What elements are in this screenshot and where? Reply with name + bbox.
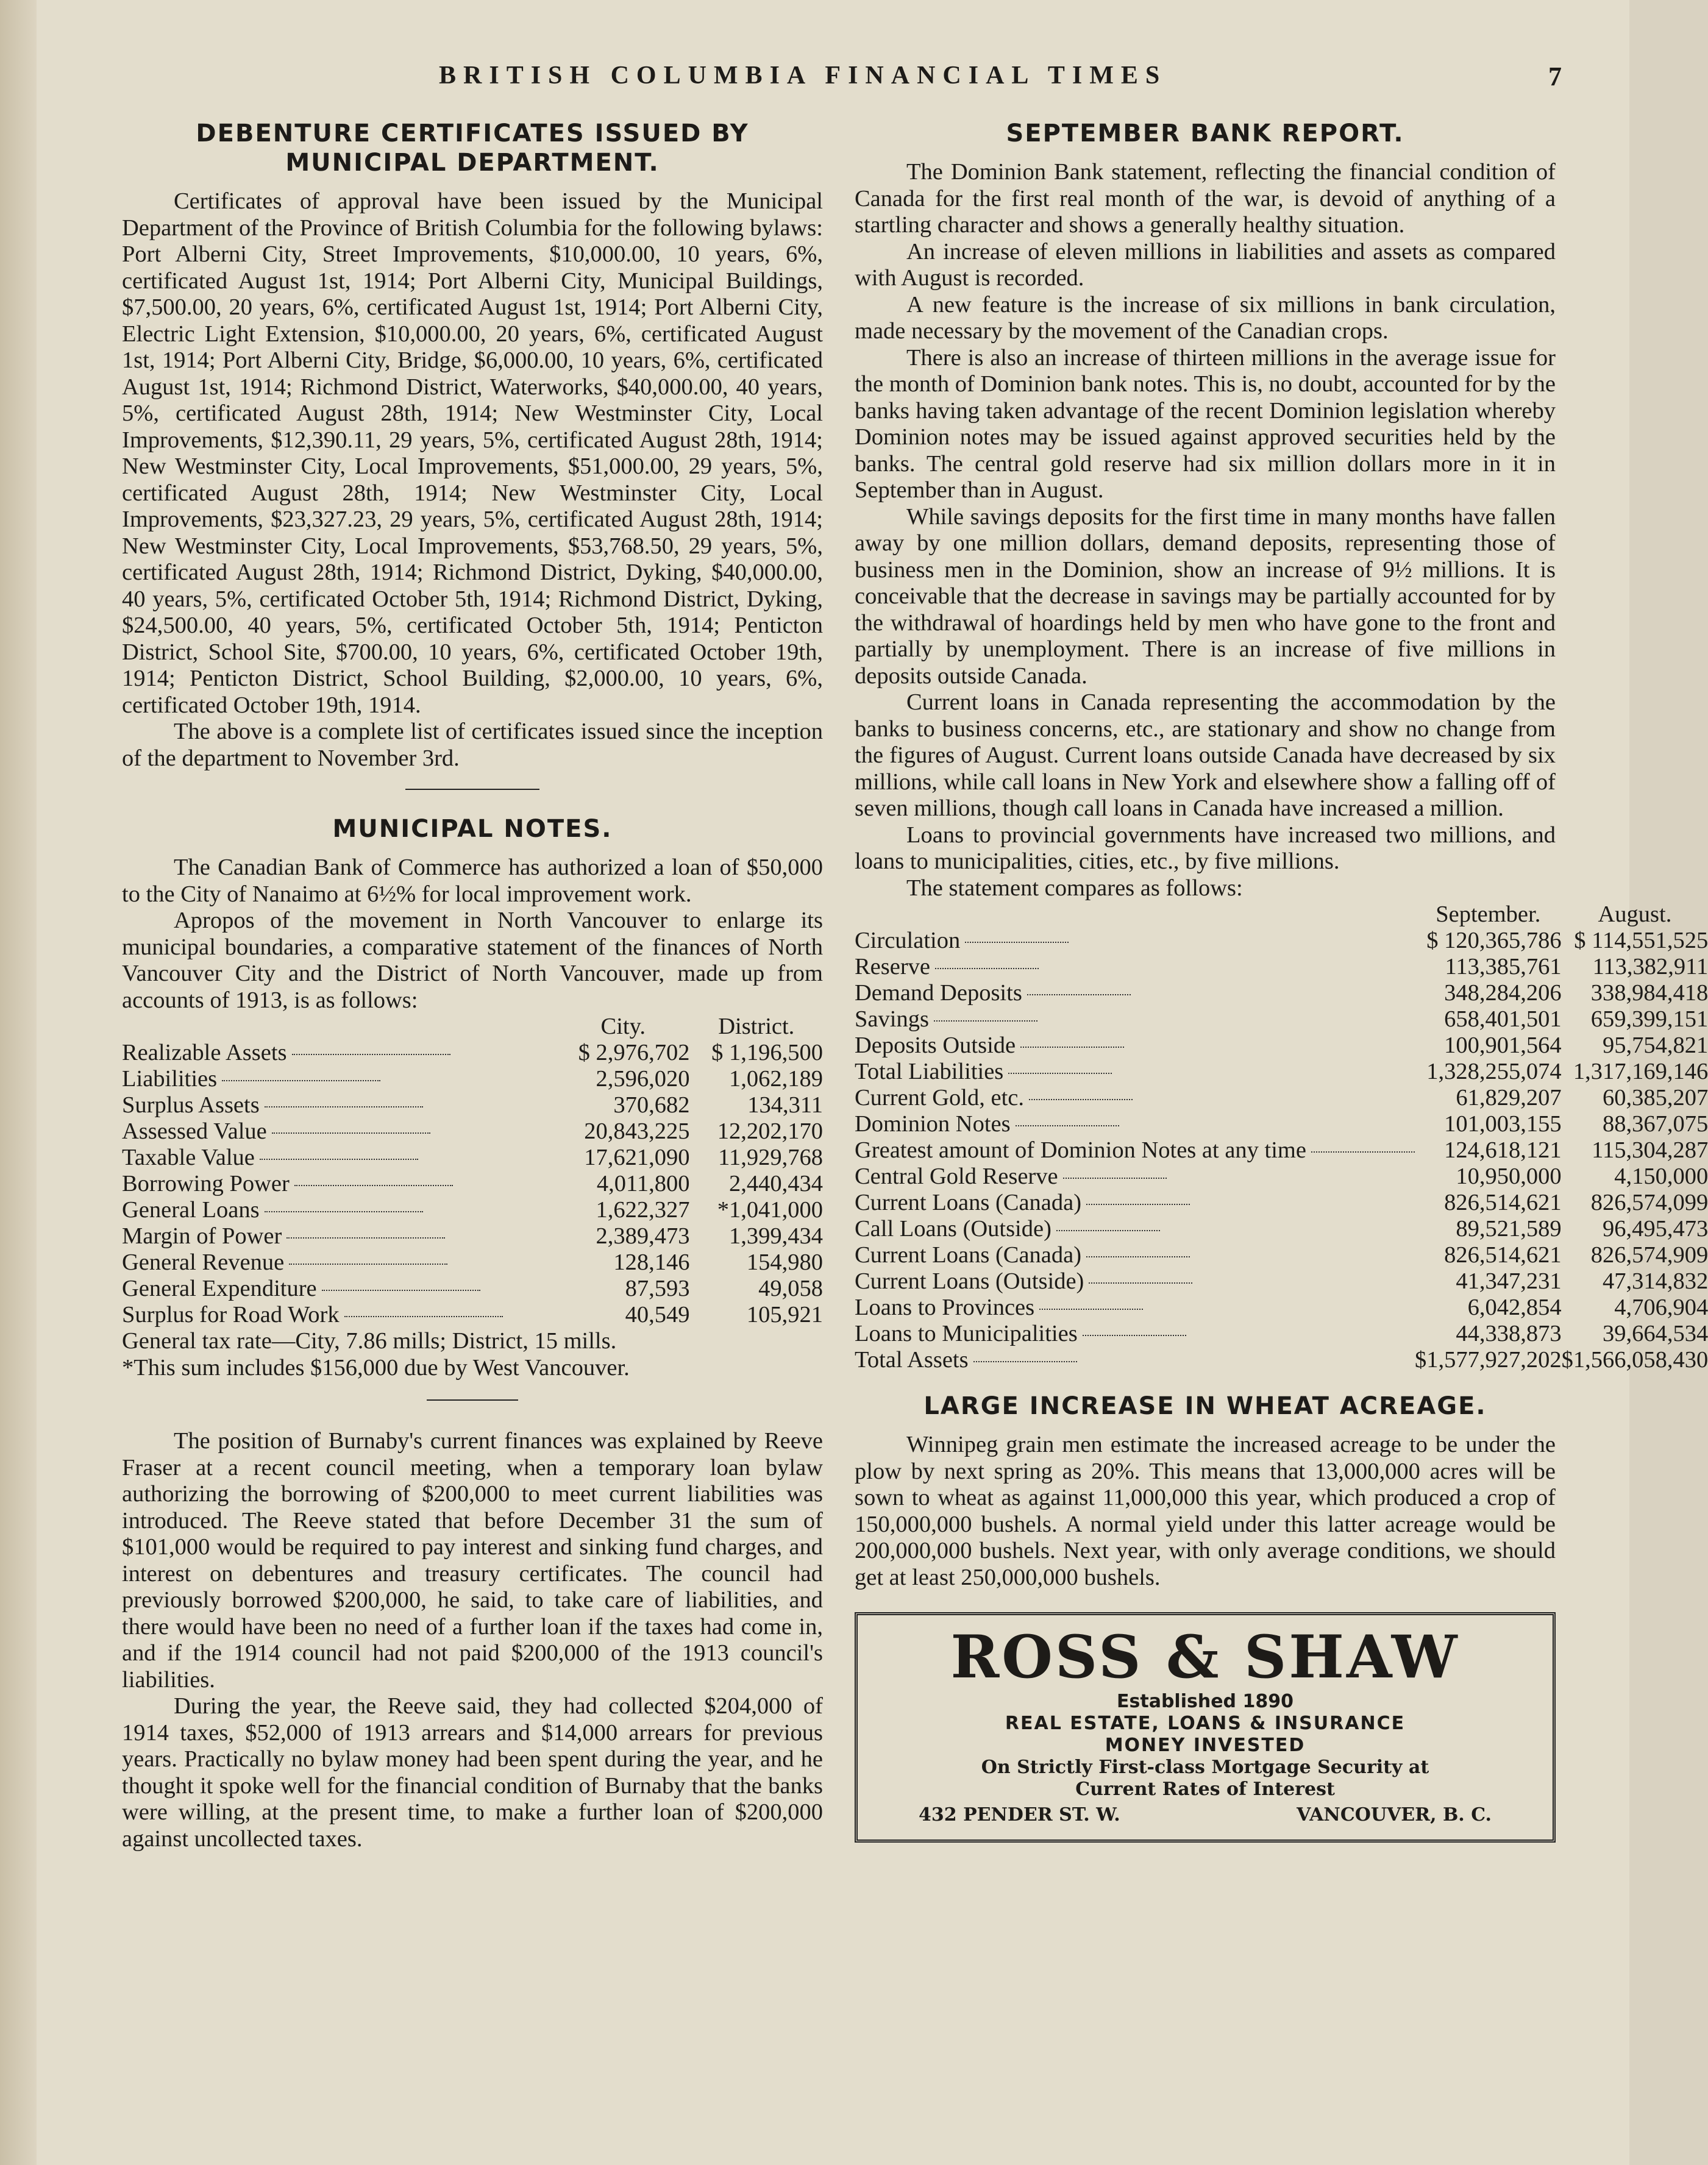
table-row	[855, 1347, 1708, 1373]
table-row	[855, 1268, 1708, 1295]
running-title: BRITISH COLUMBIA FINANCIAL TIMES	[439, 62, 1167, 90]
row-value-district: $ 1,196,500	[711, 1040, 823, 1065]
table-row	[855, 1190, 1708, 1216]
row-value-aug: 826,574,909	[1590, 1242, 1708, 1268]
row-value-sep: 89,521,589	[1456, 1216, 1562, 1242]
burnaby-paragraph: The position of Burnaby's current finances was explained by Reeve Fraser at a recent council meeting, when a temporary loan bylaw authorizing the borrowing of $200,000 to meet current liabilities was introduced. The Reeve stated that before December 31 the sum of $101,000 would be required to pay interest and sinking fund charges, and interest on debentures and treasury certificates. The council had previously borrowed $200,000, he said, to take care of liabilities, and there would have been no need of a further loan if the taxes had come in, and if the 1914 council had not paid $200,000 of the 1913 council's liabilities.	[122, 1428, 823, 1693]
row-value-city: 1,622,327	[596, 1197, 690, 1223]
table-row	[122, 1171, 823, 1197]
table-row	[855, 980, 1708, 1006]
row-label: Savings	[855, 1006, 929, 1032]
row-label: General Expenditure	[122, 1276, 317, 1301]
row-value-sep: $1,577,927,202	[1414, 1347, 1562, 1373]
table-row	[122, 1040, 823, 1066]
table-row	[855, 1033, 1708, 1059]
row-value-aug: 96,495,473	[1602, 1216, 1708, 1242]
row-value-district: 134,311	[747, 1092, 823, 1118]
row-value-aug: 39,664,534	[1602, 1321, 1708, 1346]
advert-terms: On Strictly First-class Mortgage Security at	[981, 1757, 1429, 1778]
row-label: Deposits Outside	[855, 1033, 1016, 1058]
dot-leader	[265, 1106, 423, 1107]
advert-company-name: ROSS & SHAW	[950, 1623, 1460, 1691]
dot-leader	[322, 1290, 480, 1291]
row-label: Total Liabilities	[855, 1059, 1004, 1084]
dot-leader	[1027, 994, 1131, 995]
table-header-row	[855, 901, 1708, 928]
row-value-district: 154,980	[746, 1250, 823, 1275]
row-label: Taxable Value	[122, 1145, 255, 1170]
column-header-district: District.	[718, 1014, 795, 1039]
dot-leader	[1083, 1335, 1186, 1336]
row-label: Greatest amount of Dominion Notes at any time	[855, 1137, 1306, 1163]
row-label: Assessed Value	[122, 1118, 267, 1144]
row-label: Loans to Provinces	[855, 1295, 1035, 1320]
bank-paragraph: Loans to provincial governments have increased two millions, and loans to municipalities, cities, etc., by five millions.	[855, 822, 1556, 874]
row-value-aug: 659,399,151	[1590, 1006, 1708, 1032]
north-vancouver-table	[122, 1014, 823, 1328]
row-value-sep: 41,347,231	[1456, 1268, 1562, 1294]
row-label: Surplus Assets	[122, 1092, 260, 1118]
dot-leader	[272, 1132, 430, 1134]
row-value-city: 2,596,020	[596, 1066, 690, 1092]
table-row	[122, 1066, 823, 1092]
row-value-district: 11,929,768	[718, 1145, 823, 1170]
table-row	[855, 1006, 1708, 1033]
row-label: Reserve	[855, 954, 930, 979]
comparison-intro: The statement compares as follows:	[906, 875, 1243, 901]
bank-paragraph: Current loans in Canada representing the accommodation by the banks to business concerns, etc., are stationary and show no change from the figures of August. Current loans outside Canada have decreased by six millions, while call loans in New York and elsewhere show a falling off of seven millions, though call loans in Canada have increased a million.	[855, 689, 1556, 821]
table-row	[855, 1059, 1708, 1085]
row-label: General Revenue	[122, 1250, 285, 1275]
table-row	[122, 1250, 823, 1276]
row-label: Demand Deposits	[855, 980, 1022, 1006]
table-row	[855, 1295, 1708, 1321]
table-row	[122, 1223, 823, 1250]
row-label: Liabilities	[122, 1066, 218, 1092]
row-value-district: 1,062,189	[729, 1066, 823, 1092]
municipal-heading: MUNICIPAL NOTES.	[332, 815, 613, 843]
dot-leader	[1039, 1309, 1143, 1310]
dot-leader	[1063, 1178, 1167, 1179]
table-row	[855, 954, 1708, 980]
row-label: General Loans	[122, 1197, 260, 1223]
row-value-sep: 658,401,501	[1444, 1006, 1562, 1032]
row-value-city: $ 2,976,702	[578, 1040, 690, 1065]
advert-established: Established 1890	[1117, 1691, 1293, 1712]
row-label: Realizable Assets	[122, 1040, 287, 1065]
row-value-district: 12,202,170	[717, 1118, 823, 1144]
table-row	[122, 1092, 823, 1118]
row-label: Margin of Power	[122, 1223, 282, 1249]
table-row	[855, 1164, 1708, 1190]
north-vancouver-paragraph: Apropos of the movement in North Vancouver to enlarge its municipal boundaries, a comparative statement of the finances of North Vancouver City and the District of North Vancouver, made up from accounts of 1913, is as follows:	[122, 908, 823, 1013]
row-value-sep: 10,950,000	[1456, 1164, 1562, 1189]
dot-leader	[265, 1211, 423, 1212]
wheat-heading: LARGE INCREASE IN WHEAT ACREAGE.	[923, 1392, 1487, 1420]
table-row	[855, 1111, 1708, 1137]
dot-leader	[292, 1054, 450, 1055]
debentures-heading: DEBENTURE CERTIFICATES ISSUED BY MUNICIPAL DEPARTMENT.	[196, 119, 749, 177]
bank-paragraph: An increase of eleven millions in liabilities and assets as compared with August is recorded.	[855, 238, 1556, 291]
dot-leader	[294, 1185, 453, 1186]
bank-paragraph: A new feature is the increase of six millions in bank circulation, made necessary by the movement of the Canadian crops.	[855, 291, 1556, 344]
debentures-paragraph: Certificates of approval have been issued by the Municipal Department of the Province of British Columbia for the following bylaws: Port Alberni City, Street Improvements, $10,000.00, 10 years, 6%, certificated August 1st, 1914; Port Alberni City, Municipal Buildings, $7,500.00, 20 years, 6%, certificated August 1st, 1914; Port Alberni City, Electric Light Extension, $10,000.00, 20 years, 6%, certificated August 1st, 1914; Port Alberni City, Bridge, $6,000.00, 10 years, 6%, certificated August 1st, 1914; Richmond District, Waterworks, $40,000.00, 40 years, 5%, certificated August 28th, 1914; New Westminster City, Local Improvements, $12,390.11, 29 years, 5%, certificated August 28th, 1914; New Westminster City, Local Improvements, $51,000.00, 29 years, 5%, certificated August 28th, 1914; New Westminster City, Local Improvements, $23,327.23, 29 years, 5%, certificated August 28th, 1914; New Westminster City, Local Improvements, $53,768.50, 29 years, 5%, certificated August 28th, 1914; Richmond District, Dyking, $40,000.00, 40 years, 5%, certificated October 5th, 1914; Richmond District, Dyking, $24,500.00, 40 years, 5%, certificated October 5th, 1914; Penticton District, School Site, $700.00, 10 years, 6%, certificated October 19th, 1914; Penticton District, School Building, $2,000.00, 10 years, 6%, certificated October 19th, 1914.	[122, 188, 823, 718]
row-value-sep: 826,514,621	[1444, 1242, 1562, 1268]
dot-leader	[260, 1159, 418, 1160]
table-footnote: *This sum includes $156,000 due by West Vancouver.	[122, 1354, 630, 1381]
row-value-sep: 348,284,206	[1444, 980, 1562, 1006]
row-value-city: 128,146	[613, 1250, 690, 1275]
row-value-aug: 826,574,099	[1590, 1190, 1708, 1215]
table-row	[122, 1197, 823, 1223]
section-divider	[405, 789, 539, 790]
table-row	[122, 1145, 823, 1171]
table-row	[122, 1118, 823, 1145]
dot-leader	[1086, 1204, 1190, 1205]
advert-city: VANCOUVER, B. C.	[1297, 1804, 1492, 1825]
row-value-district: *1,041,000	[717, 1197, 823, 1223]
table-row	[855, 1085, 1708, 1111]
debentures-summary: The above is a complete list of certificates issued since the inception of the department to November 3rd.	[122, 719, 823, 771]
row-value-aug: 95,754,821	[1602, 1033, 1708, 1058]
bank-paragraph: While savings deposits for the first time in many months have fallen away by one million dollars, demand deposits, representing those of business men in the Dominion, show an increase of 9½ millions. It is conceivable that the decrease in savings may be partially accounted for by the withdrawal of hoardings held by men who have gone to the front and partially by unemployment. There is an increase of five millions in deposits outside Canada.	[855, 503, 1556, 689]
advert-address-line	[870, 1801, 1540, 1826]
row-label: Current Loans (Canada)	[855, 1242, 1082, 1268]
row-value-aug: 1,317,169,146	[1573, 1059, 1708, 1084]
dot-leader	[344, 1316, 503, 1317]
dot-leader	[286, 1237, 445, 1239]
advert-money: MONEY INVESTED	[1105, 1735, 1306, 1756]
row-value-district: 49,058	[758, 1276, 823, 1301]
row-value-sep: 100,901,564	[1444, 1033, 1562, 1058]
row-value-city: 40,549	[625, 1302, 690, 1328]
row-value-sep: 101,003,155	[1444, 1111, 1562, 1137]
row-label: Current Loans (Outside)	[855, 1268, 1084, 1294]
dot-leader	[935, 968, 1039, 969]
row-value-aug: $ 114,551,525	[1574, 928, 1708, 953]
dot-leader	[222, 1080, 380, 1081]
row-value-aug: 47,314,832	[1602, 1268, 1708, 1294]
row-label: Borrowing Power	[122, 1171, 290, 1196]
table-row	[855, 1216, 1708, 1242]
bank-paragraph: The Dominion Bank statement, reflecting the financial condition of Canada for the first real month of the war, is devoid of anything of a startling character and shows a generally healthy situation.	[855, 159, 1556, 238]
row-label: Total Assets	[855, 1347, 969, 1373]
row-value-sep: 124,618,121	[1444, 1137, 1562, 1163]
row-value-sep: $ 120,365,786	[1426, 928, 1562, 953]
dot-leader	[1056, 1230, 1160, 1231]
dot-leader	[1020, 1047, 1124, 1048]
row-value-sep: 1,328,255,074	[1426, 1059, 1562, 1084]
row-label: Loans to Municipalities	[855, 1321, 1078, 1346]
dot-leader	[934, 1020, 1037, 1022]
table-header-row	[122, 1014, 823, 1040]
row-label: Call Loans (Outside)	[855, 1216, 1051, 1242]
row-value-district: 2,440,434	[729, 1171, 823, 1196]
row-value-district: 1,399,434	[729, 1223, 823, 1249]
ross-shaw-advertisement	[855, 1612, 1556, 1843]
table-row	[855, 1242, 1708, 1268]
row-value-sep: 44,338,873	[1456, 1321, 1562, 1346]
column-header-september: September.	[1436, 901, 1541, 927]
row-value-aug: 113,382,911	[1592, 954, 1708, 979]
dot-leader	[1086, 1256, 1190, 1257]
row-value-aug: 338,984,418	[1590, 980, 1708, 1006]
row-label: Dominion Notes	[855, 1111, 1011, 1137]
row-value-aug: 60,385,207	[1602, 1085, 1708, 1111]
table-row	[855, 1321, 1708, 1347]
row-value-sep: 6,042,854	[1467, 1295, 1562, 1320]
table-row	[855, 928, 1708, 954]
row-label: Current Loans (Canada)	[855, 1190, 1082, 1215]
row-value-city: 20,843,225	[584, 1118, 690, 1144]
left-column	[122, 119, 823, 1852]
dot-leader	[1008, 1073, 1112, 1074]
row-label: Central Gold Reserve	[855, 1164, 1058, 1189]
table-row	[122, 1276, 823, 1302]
row-value-district: 105,921	[746, 1302, 823, 1328]
row-label: Current Gold, etc.	[855, 1085, 1024, 1111]
dot-leader	[1311, 1151, 1415, 1153]
table-row	[122, 1302, 823, 1328]
row-value-sep: 113,385,761	[1445, 954, 1562, 979]
row-value-sep: 61,829,207	[1456, 1085, 1562, 1111]
dot-leader	[289, 1264, 447, 1265]
bank-report-heading: SEPTEMBER BANK REPORT.	[1006, 119, 1404, 148]
table-row	[855, 1137, 1708, 1164]
row-value-aug: 4,150,000	[1614, 1164, 1708, 1189]
bank-paragraph: There is also an increase of thirteen millions in the average issue for the month of Dominion bank notes. This is, no doubt, accounted for by the banks having taken advantage of the recent Dominion legislation whereby Dominion notes may be issued against approved securities held by the banks. The central gold reserve had six million dollars more in it in September than in August.	[855, 344, 1556, 503]
row-value-aug: $1,566,058,430	[1561, 1347, 1708, 1373]
page-number: 7	[1548, 62, 1562, 91]
section-divider	[427, 1399, 518, 1401]
nanaimo-paragraph: The Canadian Bank of Commerce has authorized a loan of $50,000 to the City of Nanaimo at 6½% for local improvement work.	[122, 855, 823, 907]
dot-leader	[973, 1361, 1077, 1362]
wheat-paragraph: Winnipeg grain men estimate the increased acreage to be under the plow by next spring as 20%. This means that 13,000,000 acres will be sown to wheat as against 11,000,000 this year, which produced a crop of 150,000,000 bushels. A normal yield under this latter acreage would be 200,000,000 bushels. Next year, with only average conditions, we should get at least 250,000,000 bushels.	[855, 1432, 1556, 1590]
column-header-city: City.	[600, 1014, 646, 1039]
dot-leader	[965, 942, 1069, 943]
dot-leader	[1029, 1099, 1133, 1100]
bank-comparison-table	[855, 901, 1708, 1373]
advert-address: 432 PENDER ST. W.	[919, 1804, 1120, 1825]
row-value-aug: 4,706,904	[1614, 1295, 1708, 1320]
row-value-aug: 88,367,075	[1602, 1111, 1708, 1137]
row-value-city: 370,682	[613, 1092, 690, 1118]
dot-leader	[1089, 1282, 1192, 1284]
dot-leader	[1016, 1125, 1119, 1126]
row-value-city: 4,011,800	[596, 1171, 690, 1196]
row-label: Circulation	[855, 928, 961, 953]
advert-services: REAL ESTATE, LOANS & INSURANCE	[1005, 1713, 1406, 1734]
row-value-sep: 826,514,621	[1444, 1190, 1562, 1215]
advert-rates: Current Rates of Interest	[1075, 1779, 1335, 1800]
burnaby-taxes-paragraph: During the year, the Reeve said, they had collected $204,000 of 1914 taxes, $52,000 of 1913 arrears and $14,000 arrears for previous years. Practically no bylaw money had been spent during the year, and he thought it spoke well for the financial condition of Burnaby that the banks were willing, at the present time, to make a further loan of $200,000 against uncollected taxes.	[122, 1693, 823, 1852]
row-value-aug: 115,304,287	[1592, 1137, 1708, 1163]
book-spine	[0, 0, 38, 2165]
row-value-city: 87,593	[625, 1276, 690, 1301]
row-value-city: 17,621,090	[584, 1145, 690, 1170]
row-value-city: 2,389,473	[596, 1223, 690, 1249]
row-label: Surplus for Road Work	[122, 1302, 340, 1328]
tax-rate-note: General tax rate—City, 7.86 mills; District, 15 mills.	[122, 1328, 617, 1354]
column-header-august: August.	[1598, 901, 1672, 927]
right-column	[855, 119, 1708, 1843]
